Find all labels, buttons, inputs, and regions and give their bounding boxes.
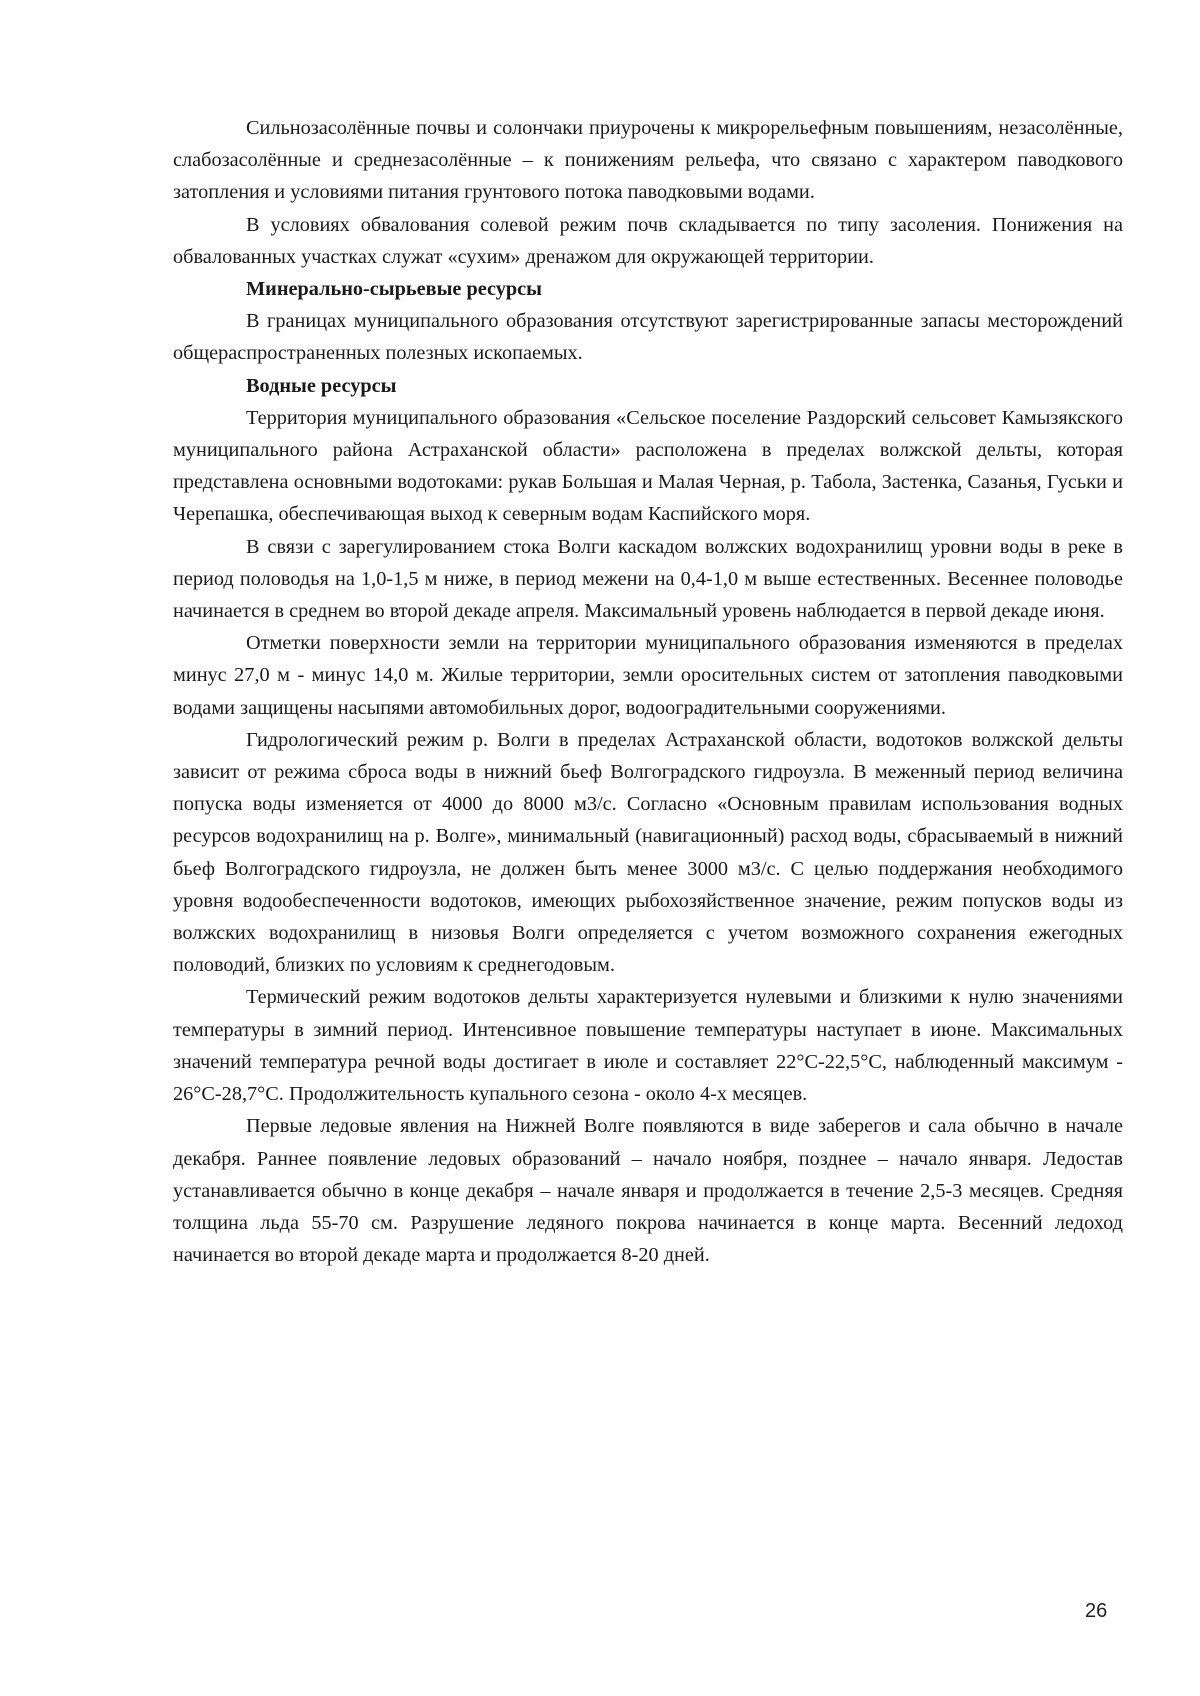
paragraph-mineral-resources: В границах муниципального образования отсутствуют зарегистрированные запасы месторождений общераспространенных полезных ископаемых. bbox=[173, 310, 1123, 365]
document-page bbox=[173, 112, 1123, 1271]
paragraph-surface-elevation: Отметки поверхности земли на территории муниципального образования изменяются в пределах минус 27,0 м - минус 14,0 м. Жилые территории, земли оросительных систем от затопления паводковыми водами защищены насыпями автомобильных дорог, водооградительными сооружениями. bbox=[173, 632, 1123, 719]
heading-water-resources: Водные ресурсы bbox=[246, 374, 397, 397]
paragraph-embankment-salt-regime: В условиях обвалования солевой режим почв складывается по типу засоления. Понижения на обвалованных участках служат «сухим» дренажом для окружающей территории. bbox=[173, 213, 1123, 268]
heading-mineral-resources: Минерально-сырьевые ресурсы bbox=[246, 278, 543, 301]
paragraph-ice-phenomena: Первые ледовые явления на Нижней Волге появляются в виде заберегов и сала обычно в начале декабря. Раннее появление ледовых образований – начало ноября, позднее – начало января. Ледостав устанавливается обычно в конце декабря – начале января и продолжается в течение 2,5-3 месяцев. Средняя толщина льда 55-70 см. Разрушение ледяного покрова начинается в конце марта. Весенний ледоход начинается во второй декаде марта и продолжается 8-20 дней. bbox=[173, 1115, 1123, 1267]
paragraph-soil-salinity: Сильнозасолённые почвы и солончаки приурочены к микрорельефным повышениям, незасолённые, слабозасолённые и среднезасолённые – к понижениям рельефа, что связано с характером паводкового затопления и условиями питания грунтового потока паводковыми водами. bbox=[173, 117, 1123, 204]
paragraph-territory-delta: Территория муниципального образования «Сельское поселение Раздорский сельсовет Камызякского муниципального района Астраханской области» расположена в пределах волжской дельты, которая представлена основными водотоками: рукав Большая и Малая Черная, р. Табола, Застенка, Сазанья, Гуськи и Черепашка, обеспечивающая выход к северным водам Каспийского моря. bbox=[173, 406, 1123, 526]
paragraph-thermal-regime: Термический режим водотоков дельты характеризуется нулевыми и близкими к нулю значениями температуры в зимний период. Интенсивное повышение температуры наступает в июне. Максимальных значений температура речной воды достигает в июле и составляет 22°С-22,5°С, наблюденный максимум - 26°С-28,7°С. Продолжительность купального сезона - около 4-х месяцев. bbox=[173, 986, 1123, 1106]
paragraph-water-levels: В связи с зарегулированием стока Волги каскадом волжских водохранилищ уровни воды в реке в период половодья на 1,0-1,5 м ниже, в период межени на 0,4-1,0 м выше естественных. Весеннее половодье начинается в среднем во второй декаде апреля. Максимальный уровень наблюдается в первой декаде июня. bbox=[173, 535, 1123, 623]
paragraph-hydrological-regime: Гидрологический режим р. Волги в пределах Астраханской области, водотоков волжской дельты зависит от режима сброса воды в нижний бьеф Волгоградского гидроузла. В меженный период величина попуска воды изменяется от 4000 до 8000 м3/с. Согласно «Основным правилам использования водных ресурсов водохранилищ на р. Волге», минимальный (навигационный) расход воды, сбрасываемый в нижний бьеф Волгоградского гидроузла, не должен быть менее 3000 м3/с. С целью поддержания необходимого уровня водообеспеченности водотоков, имеющих рыбохозяйственное значение, режим попусков воды из волжских водохранилищ в низовья Волги определяется с учетом возможного сохранения ежегодных половодий, близких по условиям к среднегодовым. bbox=[173, 728, 1123, 977]
page-number: 26 bbox=[1085, 1600, 1108, 1622]
